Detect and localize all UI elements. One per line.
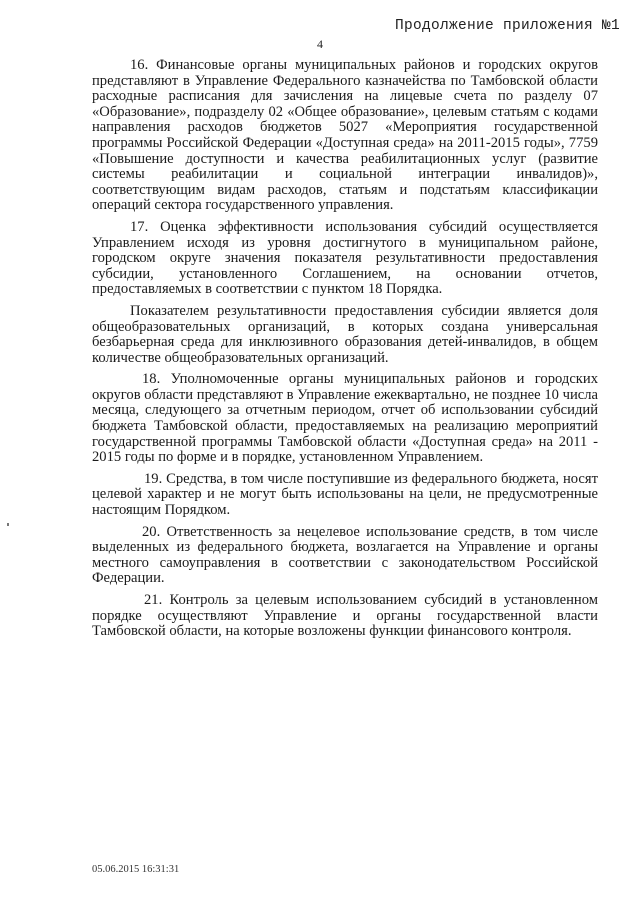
- continuation-note: Продолжение приложения №1: [394, 18, 620, 34]
- paragraph-19: 19. Средства, в том числе поступившие из федерального бюджета, носят целевой характер и не могут быть использованы на цели, не предусмотренные настоящим Порядком.: [92, 470, 598, 519]
- document-body: [92, 58, 598, 646]
- paragraph-16: 16. Финансовые органы муниципальных районов и городских округов представляют в Управление Федерального казначейства по Тамбовской области расходные расписания для зачисления на лицевые счета по разделу 07 «Образование», подразделу 02 «Общее образование», целевым статьям с кодами направления расходов бюджетов 5027 «Мероприятия государственной программы Российской Федерации «Доступная среда» на 2011-2015 годы», 7759 «Повышение доступности и качества реабилитационных услуг (развитие системы реабилитации и социальной интеграции инвалидов)», соответствующим видам расходов, статьям и подстатьям классификации операций сектора государственного управления.: [92, 57, 598, 214]
- paragraph-18: 18. Уполномоченные органы муниципальных районов и городских округов области представляют в Управление ежеквартально, не позднее 10 числа месяца, следующего за отчетным периодом, отчет об использовании субсидий бюджета Тамбовской области, предоставляемых на реализацию мероприятий государственной программы Тамбовской области «Доступная среда» на 2011 - 2015 годы по форме и в порядке, установленном Управлением.: [92, 371, 598, 466]
- page-number: 4: [317, 37, 323, 51]
- paragraph-17-indicator: Показателем результативности предоставления субсидии является доля общеобразовательных организаций, в которых создана универсальная безбарьерная среда для инклюзивного образования детей-инвалидов, в общем количестве общеобразовательных организаций.: [92, 302, 598, 366]
- paragraph-17: 17. Оценка эффективности использования субсидий осуществляется Управлением исходя из уровня достигнутого в муниципальном районе, городском округе значения показателя результативности предоставления субсидии, установленного Соглашением, на основании отчетов, предоставляемых в соответствии с пунктом 18 Порядка.: [92, 218, 598, 298]
- print-timestamp: 05.06.2015 16:31:31: [92, 864, 180, 875]
- paragraph-20: 20. Ответственность за нецелевое использование средств, в том числе выделенных из федерального бюджета, возлагается на Управление и органы местного самоуправления в соответствии с законодательством Российской Федерации.: [92, 523, 598, 587]
- scan-speck: [7, 523, 9, 526]
- paragraph-21: 21. Контроль за целевым использованием субсидий в установленном порядке осуществляют Управление и органы государственной власти Тамбовской области, на которые возложены функции финансового контроля.: [92, 592, 598, 640]
